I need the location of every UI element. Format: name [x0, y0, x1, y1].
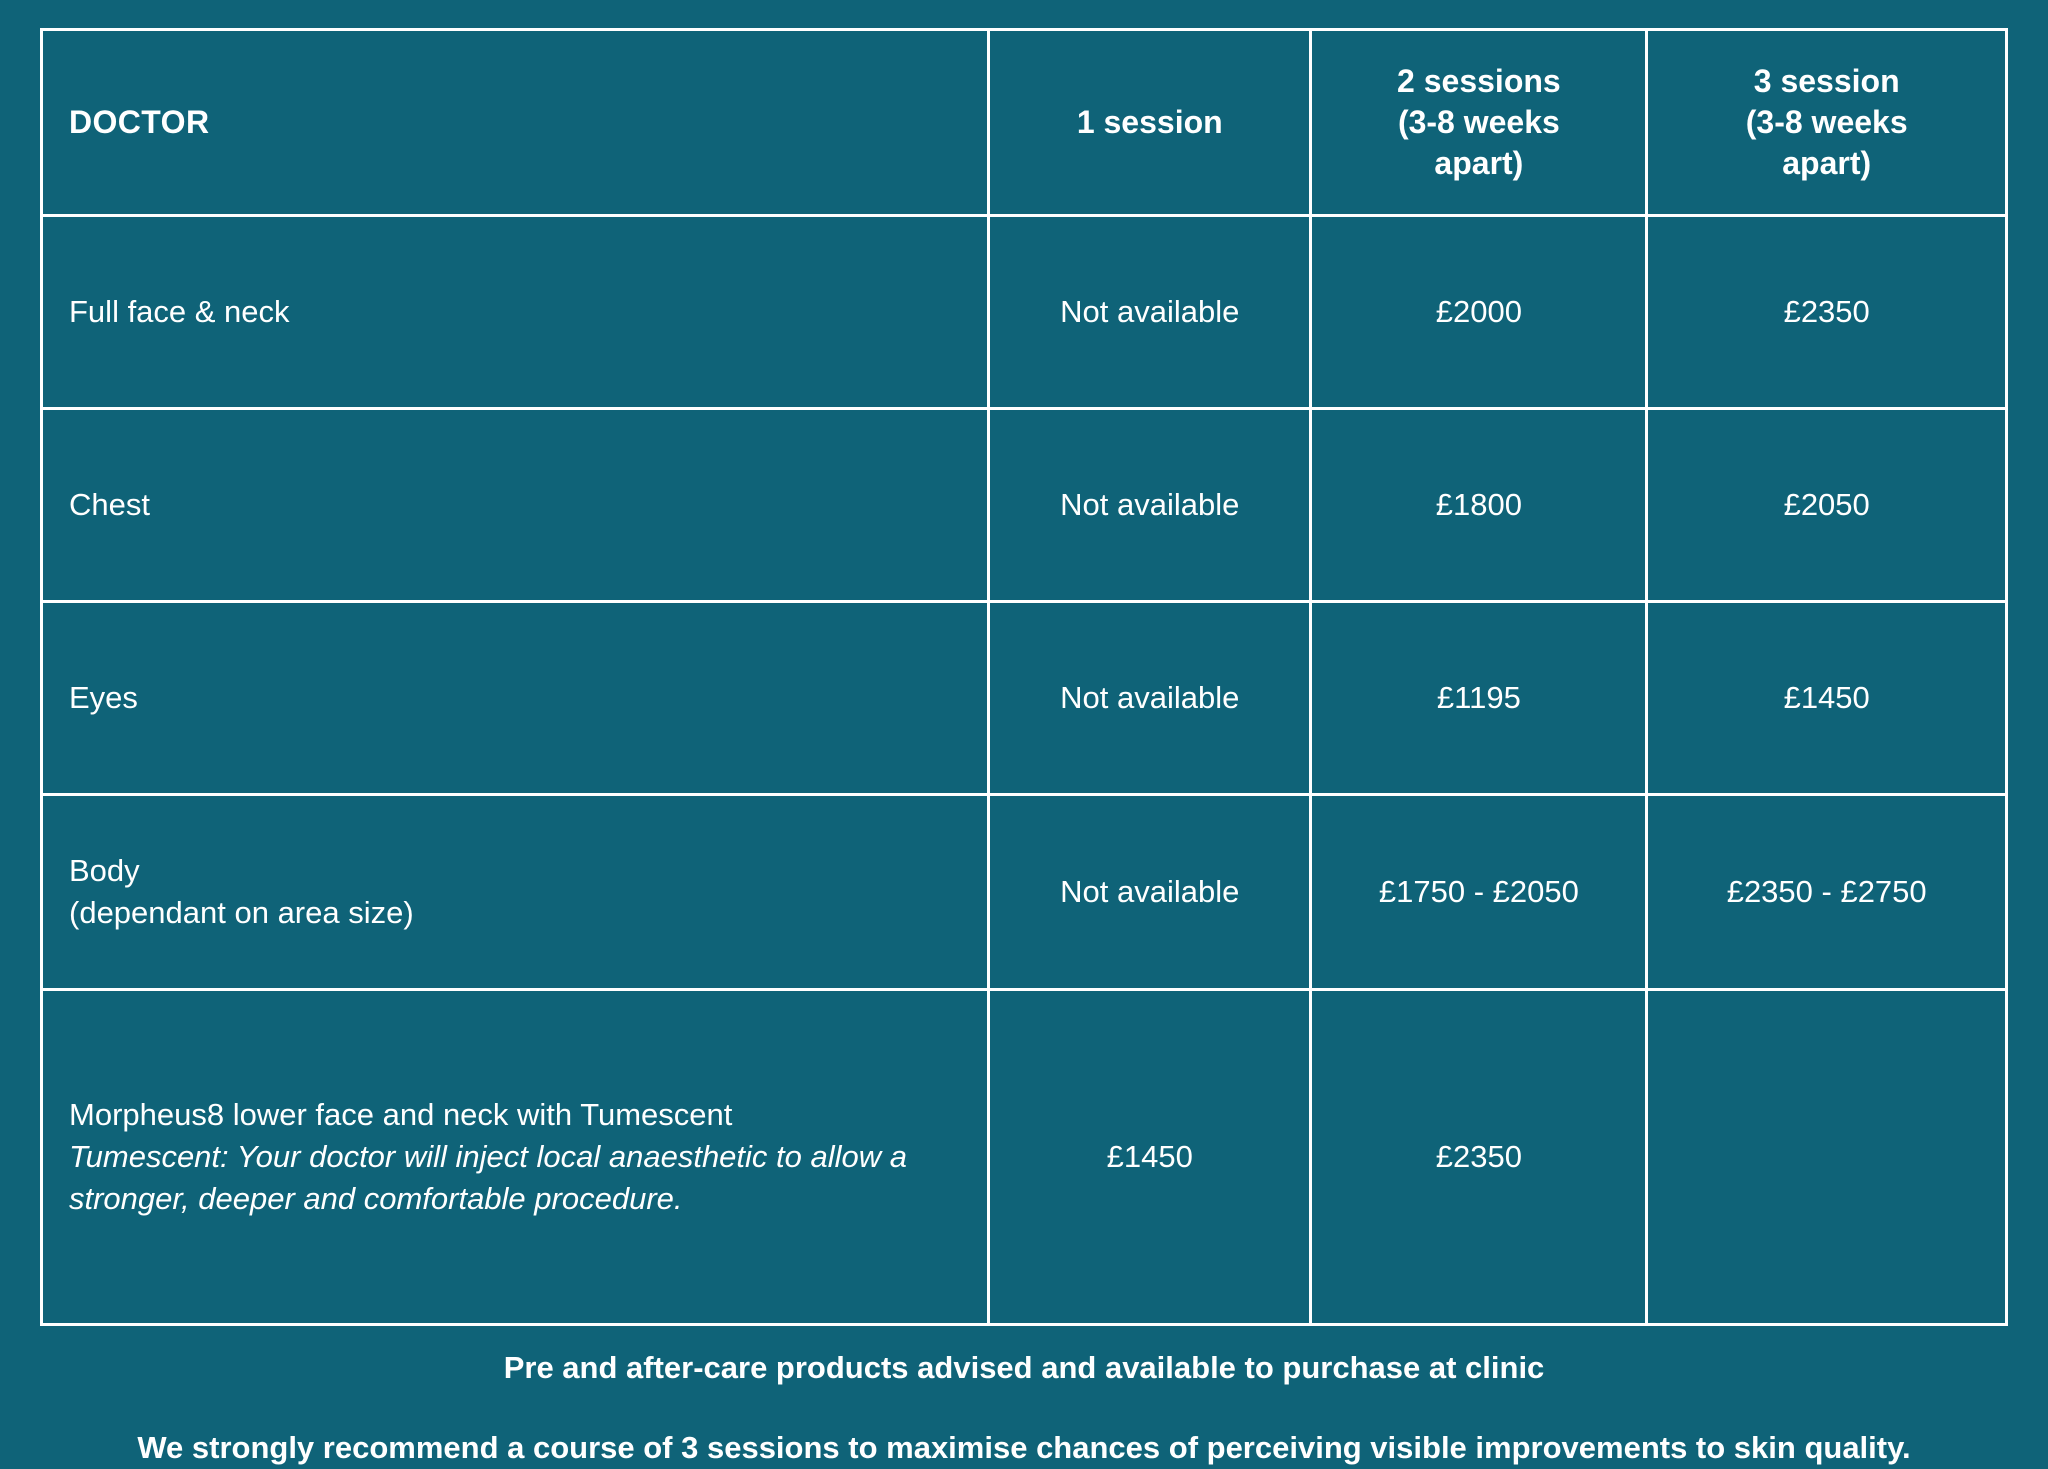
- pricing-table: [40, 28, 2008, 1326]
- treatment-name: [42, 409, 989, 602]
- treatment-name-main: Morpheus8 lower face and neck with Tumescent: [69, 1097, 733, 1133]
- treatment-name-sub: (dependant on area size): [69, 895, 414, 930]
- treatment-name-main: Full face & neck: [69, 294, 290, 330]
- column-header-three-sessions-line2: (3-8 weeks: [1745, 104, 1908, 141]
- column-header-two-sessions-line3: apart): [1434, 144, 1524, 181]
- column-header-two-sessions-line1: 2 sessions: [1397, 63, 1561, 100]
- treatment-name: [42, 795, 989, 990]
- price-one-session: Not available: [989, 216, 1311, 409]
- treatment-name: [42, 602, 989, 795]
- price-one-session: £1450: [989, 990, 1311, 1325]
- price-three-sessions: [1647, 990, 2007, 1325]
- price-one-session: Not available: [989, 602, 1311, 795]
- table-row: [42, 795, 2007, 990]
- treatment-name-main: Body: [69, 853, 140, 889]
- table-row: [42, 409, 2007, 602]
- price-two-sessions: £1800: [1311, 409, 1647, 602]
- price-two-sessions: £1750 - £2050: [1311, 795, 1647, 990]
- column-header-three-sessions-line1: 3 session: [1753, 63, 1900, 100]
- price-three-sessions: £2350: [1647, 216, 2007, 409]
- table-row: [42, 216, 2007, 409]
- treatment-name: [42, 216, 989, 409]
- price-one-session: Not available: [989, 795, 1311, 990]
- column-header-three-sessions-line3: apart): [1782, 144, 1872, 181]
- price-three-sessions: £2050: [1647, 409, 2007, 602]
- treatment-name-main: Chest: [69, 487, 150, 523]
- table-row: [42, 602, 2007, 795]
- price-three-sessions: £2350 - £2750: [1647, 795, 2007, 990]
- table-header: [42, 30, 2007, 216]
- price-three-sessions: £1450: [1647, 602, 2007, 795]
- column-header-two-sessions: [1311, 30, 1647, 216]
- footer-notes: [40, 1326, 2008, 1469]
- price-two-sessions: £2000: [1311, 216, 1647, 409]
- price-two-sessions: £1195: [1311, 602, 1647, 795]
- footer-note-products: Pre and after-care products advised and available to purchase at clinic: [503, 1350, 1545, 1385]
- column-header-doctor: DOCTOR: [42, 30, 989, 216]
- treatment-name-main: Eyes: [69, 680, 138, 716]
- price-two-sessions: £2350: [1311, 990, 1647, 1325]
- treatment-name: [42, 990, 989, 1325]
- column-header-one-session: 1 session: [989, 30, 1311, 216]
- column-header-two-sessions-line2: (3-8 weeks: [1397, 104, 1560, 141]
- footer-note-recommendation: We strongly recommend a course of 3 sessions to maximise chances of perceiving visible improvements to skin quality.: [137, 1430, 1911, 1466]
- table-row: [42, 990, 2007, 1325]
- column-header-three-sessions: [1647, 30, 2007, 216]
- treatment-name-note: Tumescent: Your doctor will inject local anaesthetic to allow a stronger, deeper and comfortable procedure.: [69, 1139, 907, 1216]
- table-header-row: [42, 30, 2007, 216]
- table-body: [42, 216, 2007, 1325]
- price-one-session: Not available: [989, 409, 1311, 602]
